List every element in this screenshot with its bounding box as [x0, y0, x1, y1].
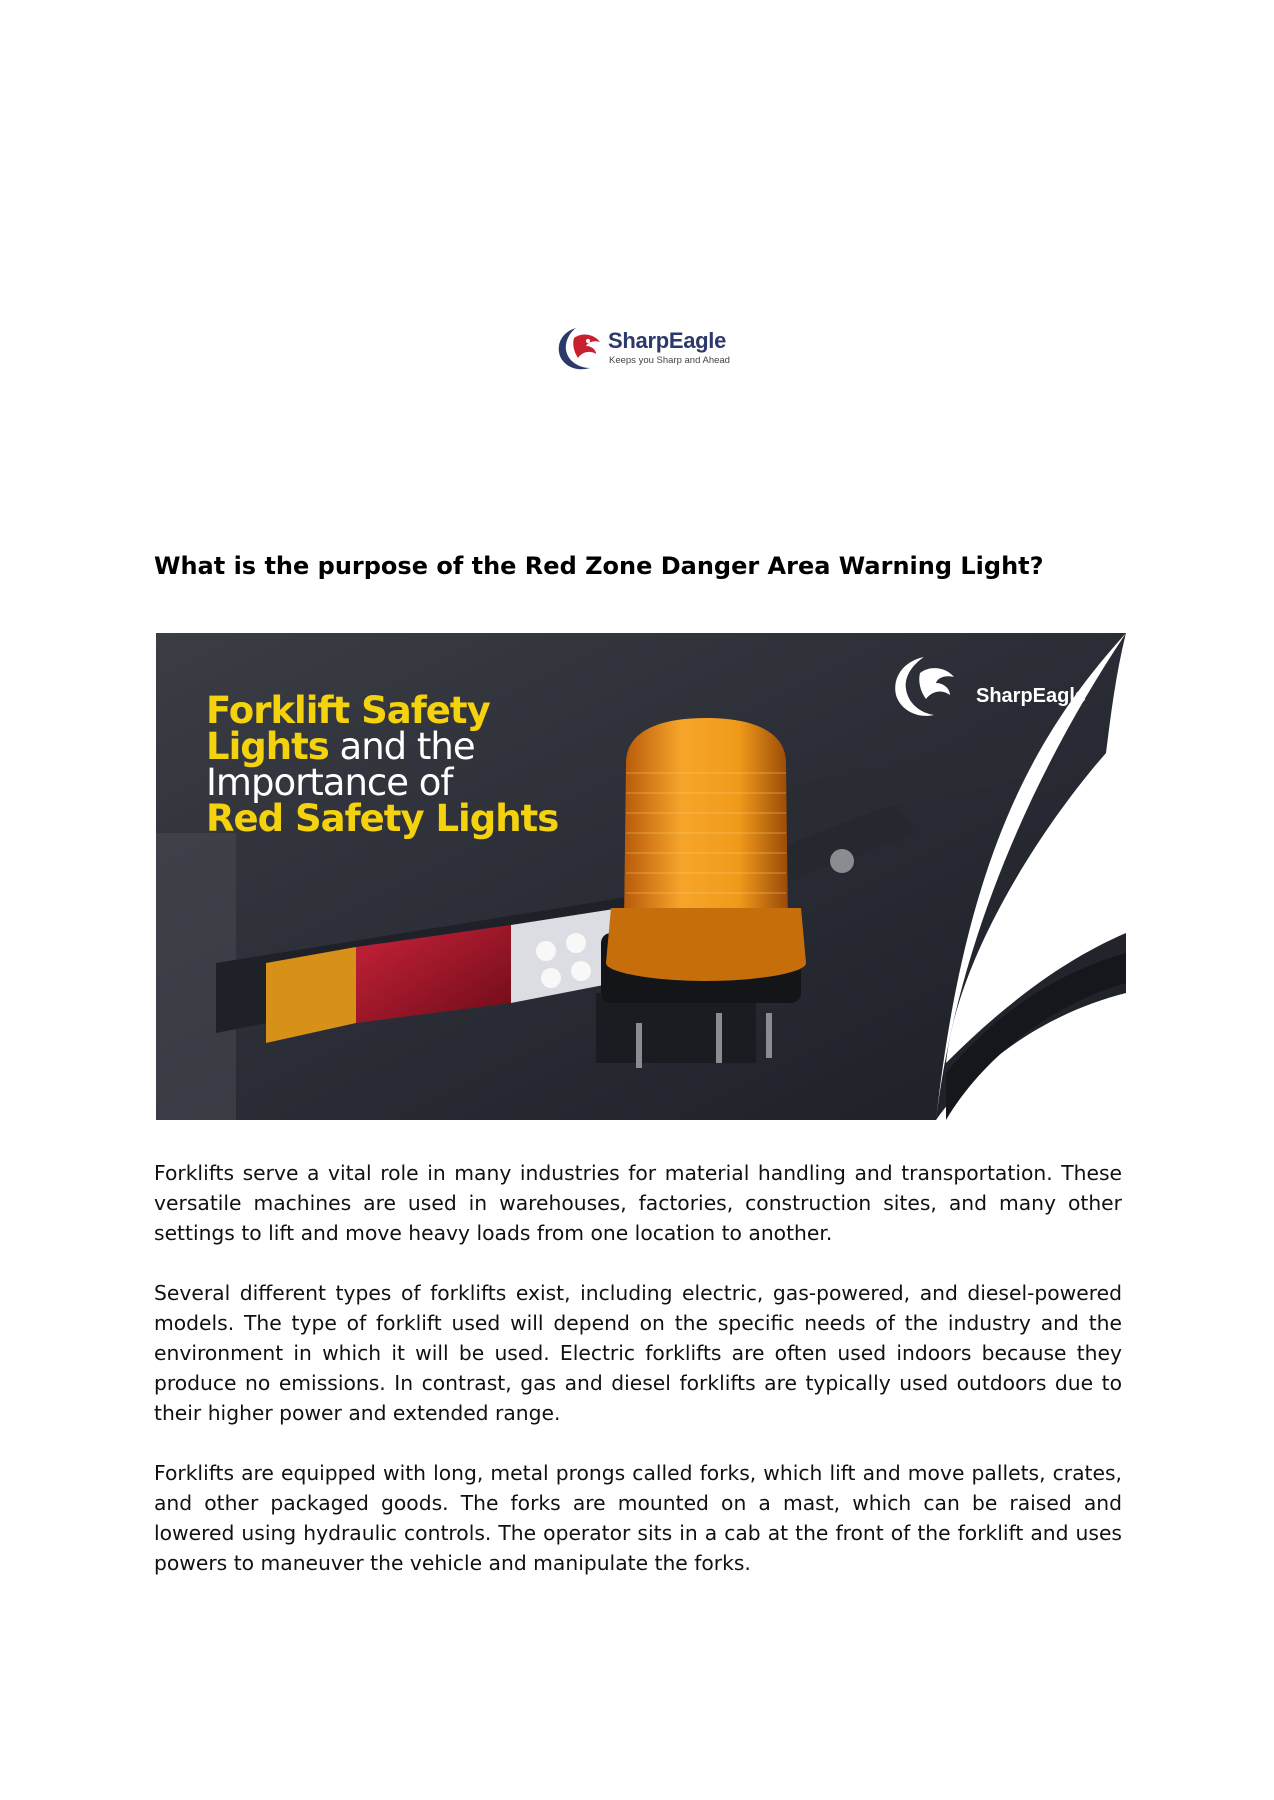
paragraph-2: Several different types of forklifts exist, including electric, gas-powered, and diesel-powered models. The type of forklift used will depend on the specific needs of the industry and the environment in which it will be used. Electric forklifts are often used indoors because they produce no emissions. In contrast, gas and diesel forklifts are typically used outdoors due to their higher power and extended range. — [154, 1281, 1122, 1425]
hero-line-2 — [206, 725, 558, 768]
header-logo — [552, 324, 732, 372]
hero-line-3: Importance of — [206, 761, 453, 804]
hero-brand-name: SharpEagle — [976, 685, 1087, 707]
page-title: What is the purpose of the Red Zone Danger Area Warning Light? — [154, 552, 1044, 580]
logo-tagline: Keeps you Sharp and Ahead — [609, 355, 730, 366]
logo-name: SharpEagle — [608, 328, 727, 353]
hero-headline — [206, 689, 559, 840]
hero-line-2-rest: and the — [328, 725, 475, 768]
paragraph-1: Forklifts serve a vital role in many industries for material handling and transportation. These versatile machines are used in warehouses, factories, construction sites, and many other settings to lift and move heavy loads from one location to another. — [154, 1161, 1122, 1245]
hero-image — [156, 633, 1126, 1120]
paragraph-3: Forklifts are equipped with long, metal prongs called forks, which lift and move pallets, crates, and other packaged goods. The forks are mounted on a mast, which can be raised and lowered using hydraulic controls. The operator sits in a cab at the front of the forklift and uses powers to maneuver the vehicle and manipulate the forks. — [154, 1461, 1122, 1575]
hero-line-1: Forklift Safety — [206, 689, 490, 732]
hero-line-2-highlight: Lights — [206, 725, 329, 768]
hero-line-4: Red Safety Lights — [206, 797, 559, 840]
eagle-logo-icon — [552, 324, 606, 374]
